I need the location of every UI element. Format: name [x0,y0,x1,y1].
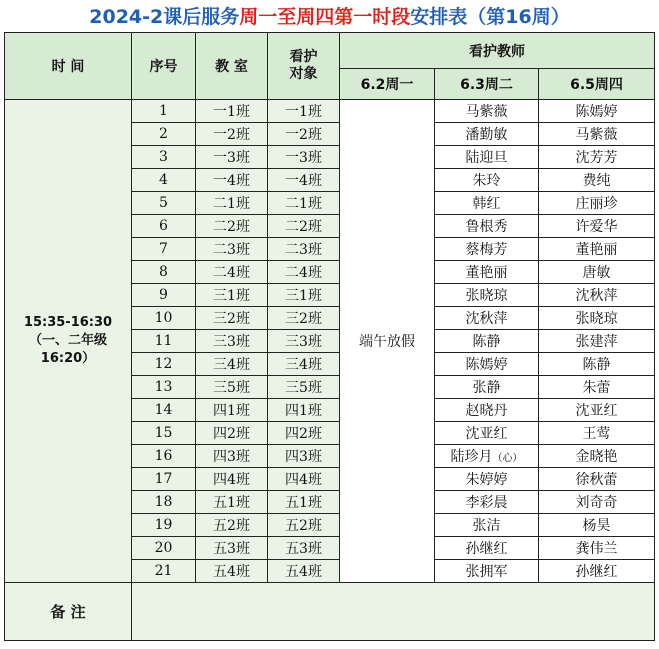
thu-teacher-cell: 马紫薇 [539,123,655,146]
thu-teacher-cell: 许爱华 [539,215,655,238]
tue-teacher-cell [435,307,539,330]
notes-row [5,583,655,641]
page-title [0,0,659,32]
seq-cell: 20 [132,537,196,560]
tue-teacher-cell [435,215,539,238]
room-cell: 二3班 [196,238,268,261]
seq-cell: 2 [132,123,196,146]
header-teachers: 看护教师 [340,33,655,69]
target-cell: 五3班 [268,537,340,560]
tue-teacher-name: 韩红 [472,196,501,212]
tue-teacher-cell [435,514,539,537]
target-cell: 五2班 [268,514,340,537]
tue-teacher-cell [435,238,539,261]
target-cell: 五1班 [268,491,340,514]
thu-teacher-cell: 唐敏 [539,261,655,284]
tue-teacher-cell [435,399,539,422]
tue-teacher-name: 陈静 [472,334,501,350]
target-cell: 二3班 [268,238,340,261]
target-cell: 一2班 [268,123,340,146]
thu-teacher-cell: 龚伟兰 [539,537,655,560]
time-range: 15:35-16:30 [23,315,113,330]
time-note-line1: （一、二年级 [28,333,107,348]
thu-teacher-cell: 陈嫣婷 [539,100,655,123]
target-cell: 二2班 [268,215,340,238]
seq-cell: 6 [132,215,196,238]
header-day-tue: 6.3周二 [435,69,539,100]
thu-teacher-cell: 陈静 [539,353,655,376]
tue-teacher-cell [435,169,539,192]
tue-teacher-name: 潘勤敏 [465,127,508,143]
target-cell: 四3班 [268,445,340,468]
header-target-line1: 看护 [289,49,318,65]
tue-teacher-name: 鲁根秀 [465,219,508,235]
thu-teacher-cell: 孙继红 [539,560,655,583]
target-cell: 三3班 [268,330,340,353]
tue-teacher-name: 陈嫣婷 [465,357,508,373]
tue-teacher-cell [435,422,539,445]
room-cell: 一1班 [196,100,268,123]
tue-teacher-name: 李彩晨 [465,495,508,511]
header-seq: 序号 [132,33,196,100]
tue-teacher-name: 蔡梅芳 [465,242,508,258]
thu-teacher-cell: 董艳丽 [539,238,655,261]
seq-cell: 10 [132,307,196,330]
tue-teacher-name: 张洁 [472,518,501,534]
thu-teacher-cell: 费纯 [539,169,655,192]
thu-teacher-cell: 杨昊 [539,514,655,537]
tue-teacher-cell [435,192,539,215]
schedule-table [4,32,655,641]
room-cell: 三5班 [196,376,268,399]
room-cell: 四2班 [196,422,268,445]
tue-teacher-cell [435,537,539,560]
room-cell: 二1班 [196,192,268,215]
thu-teacher-cell: 刘奇奇 [539,491,655,514]
thu-teacher-cell: 王莺 [539,422,655,445]
tue-teacher-cell [435,100,539,123]
room-cell: 三1班 [196,284,268,307]
seq-cell: 13 [132,376,196,399]
header-time: 时 间 [5,33,132,100]
thu-teacher-cell: 沈秋萍 [539,284,655,307]
tue-teacher-cell [435,123,539,146]
target-cell: 二4班 [268,261,340,284]
thu-teacher-cell: 沈亚红 [539,399,655,422]
tue-teacher-cell [435,146,539,169]
tue-teacher-cell [435,284,539,307]
notes-label: 备 注 [5,583,132,641]
time-cell [5,100,132,583]
seq-cell: 9 [132,284,196,307]
table-row [5,100,655,123]
seq-cell: 18 [132,491,196,514]
tue-teacher-cell [435,468,539,491]
seq-cell: 8 [132,261,196,284]
tue-teacher-name: 赵晓丹 [465,403,508,419]
tue-teacher-name: 沈亚红 [465,426,508,442]
target-cell: 二1班 [268,192,340,215]
tue-teacher-cell [435,491,539,514]
thu-teacher-cell: 金晓艳 [539,445,655,468]
title-part-2: 周一至周四第一时段 [239,6,411,28]
target-cell: 一1班 [268,100,340,123]
room-cell: 一3班 [196,146,268,169]
room-cell: 四1班 [196,399,268,422]
tue-teacher-name: 董艳丽 [465,265,508,281]
time-note-line2: 16:20） [40,351,96,366]
tue-teacher-name: 陆珍月 [450,449,493,465]
tue-teacher-cell [435,353,539,376]
target-cell: 五4班 [268,560,340,583]
seq-cell: 12 [132,353,196,376]
room-cell: 一2班 [196,123,268,146]
header-room: 教 室 [196,33,268,100]
title-part-1: 2024-2课后服务 [89,6,240,28]
header-target [268,33,340,100]
seq-cell: 11 [132,330,196,353]
tue-teacher-name: 张静 [472,380,501,396]
seq-cell: 19 [132,514,196,537]
thu-teacher-cell: 沈芳芳 [539,146,655,169]
tue-teacher-name: 陆迎旦 [465,150,508,166]
tue-teacher-cell [435,261,539,284]
target-cell: 三1班 [268,284,340,307]
header-day-thu: 6.5周四 [539,69,655,100]
room-cell: 五2班 [196,514,268,537]
seq-cell: 15 [132,422,196,445]
room-cell: 二4班 [196,261,268,284]
room-cell: 五3班 [196,537,268,560]
target-cell: 三4班 [268,353,340,376]
tue-teacher-cell [435,445,539,468]
thu-teacher-cell: 庄丽珍 [539,192,655,215]
room-cell: 一4班 [196,169,268,192]
title-part-3: 安排表（第16周） [410,6,570,28]
seq-cell: 7 [132,238,196,261]
seq-cell: 21 [132,560,196,583]
thu-teacher-cell: 徐秋蕾 [539,468,655,491]
room-cell: 四3班 [196,445,268,468]
target-cell: 一3班 [268,146,340,169]
target-cell: 四2班 [268,422,340,445]
room-cell: 三3班 [196,330,268,353]
header-target-line2: 对象 [289,66,318,82]
room-cell: 二2班 [196,215,268,238]
notes-content [132,583,655,641]
seq-cell: 5 [132,192,196,215]
holiday-cell: 端午放假 [340,100,435,583]
room-cell: 三2班 [196,307,268,330]
seq-cell: 4 [132,169,196,192]
target-cell: 四1班 [268,399,340,422]
thu-teacher-cell: 张建萍 [539,330,655,353]
tue-teacher-name: 孙继红 [465,541,508,557]
tue-teacher-name: 朱婷婷 [465,472,508,488]
tue-teacher-name: 张拥军 [465,564,508,580]
tue-teacher-cell [435,376,539,399]
seq-cell: 14 [132,399,196,422]
seq-cell: 1 [132,100,196,123]
target-cell: 四4班 [268,468,340,491]
thu-teacher-cell: 张晓琼 [539,307,655,330]
header-day-mon: 6.2周一 [340,69,435,100]
seq-cell: 16 [132,445,196,468]
thu-teacher-cell: 朱蕾 [539,376,655,399]
seq-cell: 17 [132,468,196,491]
room-cell: 三4班 [196,353,268,376]
room-cell: 五4班 [196,560,268,583]
tue-teacher-cell [435,560,539,583]
tue-teacher-name: 朱玲 [472,173,501,189]
tue-teacher-name: 张晓琼 [465,288,508,304]
tue-teacher-name: 沈秋萍 [465,311,508,327]
room-cell: 四4班 [196,468,268,491]
tue-teacher-note: （心） [492,453,523,464]
tue-teacher-cell [435,330,539,353]
target-cell: 一4班 [268,169,340,192]
room-cell: 五1班 [196,491,268,514]
target-cell: 三2班 [268,307,340,330]
tue-teacher-name: 马紫薇 [465,104,508,120]
seq-cell: 3 [132,146,196,169]
target-cell: 三5班 [268,376,340,399]
